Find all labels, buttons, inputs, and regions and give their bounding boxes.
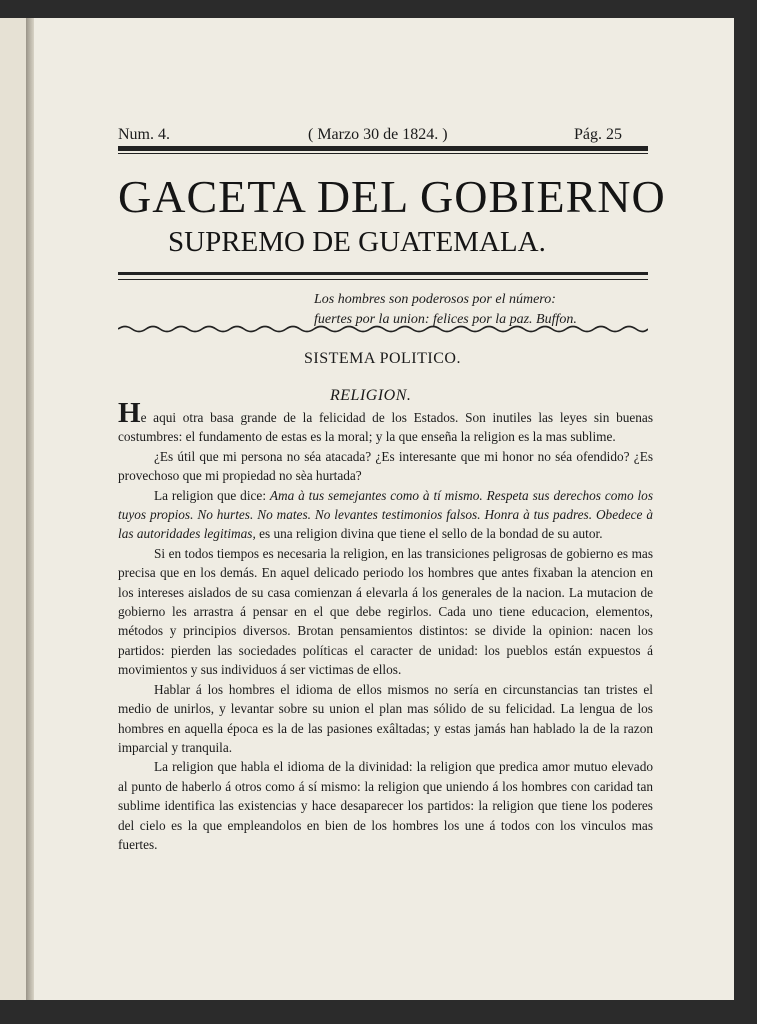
issue-number: Num. 4. bbox=[118, 126, 170, 143]
issue-date: ( Marzo 30 de 1824. ) bbox=[308, 126, 448, 143]
paragraph: La religion que habla el idioma de la divinidad: la religion que predica amor mutuo elevado al punto de haberlo á otros como á sí mismo: la religion que uniendo á los hombres con caridad tan sublime identifica las existencias y hace desaparecer los partidos: la religion que tiene los poderes del cielo es la que empleandolos en bien de los hombres los une á todos con los vinculos mas fuertes. bbox=[118, 759, 653, 852]
article-body bbox=[118, 397, 654, 854]
drop-cap: H bbox=[118, 397, 141, 429]
commandments-quote: Ama à tus semejantes como à tí mismo. Respeta sus derechos como los tuyos propios. No hurtes. No mates. No levantes testimonios falsos. Honra à tus padres. Obedece à las autoridades legitimas, bbox=[118, 487, 654, 542]
masthead-rule bbox=[118, 272, 648, 275]
paragraph: Hablar á los hombres el idioma de ellos mismos no sería en circunstancias tan tristes el medio de unirlos, y levantar sobre su union el plan mas sólido de su felicidad. La lengua de los hombres en aquella época es la de las pasiones exâltadas; y estas jamás han hablado la de la razon imparcial y tranquila. bbox=[118, 681, 653, 755]
paragraph: Si en todos tiempos es necesaria la religion, en las transiciones peligrosas de gobierno es mas precisa que en los demás. En aquel delicado periodo los hombres que antes fixaban la atencion en los intereses aislados de su casa comienzan á elevarla á los generales de la nacion. La mutacion de gobierno les arrastra á pensar en el que debe regirlos. Cada uno tiene educacion, elementos, métodos y principios diversos. Brotan pensamientos distintos: se divide la opinion: nacen los partidos: pierden las sociedades políticas el caracter de unidad: los pueblos están expuestos á movimientos y sus individuos á ser victimas de ellos. bbox=[118, 545, 653, 678]
paragraph: La religion que dice: Ama à tus semejantes como à tí mismo. Respeta sus derechos como los tuyos propios. No hurtes. No mates. No levantes testimonios falsos. Honra à tus padres. Obedece à las autoridades legitimas, es una religion divina que tiene el sello de la bondad de su autor. bbox=[118, 487, 654, 542]
masthead-rule-thin bbox=[118, 279, 648, 280]
facing-page-edge bbox=[0, 18, 27, 1000]
motto-line-2: fuertes por la union: felices por la paz. Buffon. bbox=[314, 312, 577, 327]
header-rule-thin bbox=[118, 153, 648, 154]
paragraph: ¿Es útil que mi persona no séa atacada? ¿Es interesante que mi honor no séa ofendido? ¿Es provechoso que mi propiedad no sèa hurtada? bbox=[118, 448, 653, 484]
header-rule bbox=[118, 146, 648, 151]
paragraph: He aqui otra basa grande de la felicidad de los Estados. Son inutiles las leyes sin buenas costumbres: el fundamento de estas es la moral; y la que enseña la religion es la mas sublime. bbox=[118, 397, 653, 445]
subsection-heading: RELIGION. bbox=[330, 387, 412, 404]
page-number: Pág. 25 bbox=[574, 126, 622, 143]
section-heading: SISTEMA POLITICO. bbox=[304, 350, 461, 367]
newspaper-title: GACETA DEL GOBIERNO bbox=[118, 171, 666, 222]
newspaper-subtitle: SUPREMO DE GUATEMALA. bbox=[168, 226, 546, 258]
motto-line-1: Los hombres son poderosos por el número: bbox=[314, 292, 556, 307]
book-gutter bbox=[26, 18, 34, 1000]
ornamental-wavy-rule bbox=[118, 324, 648, 334]
